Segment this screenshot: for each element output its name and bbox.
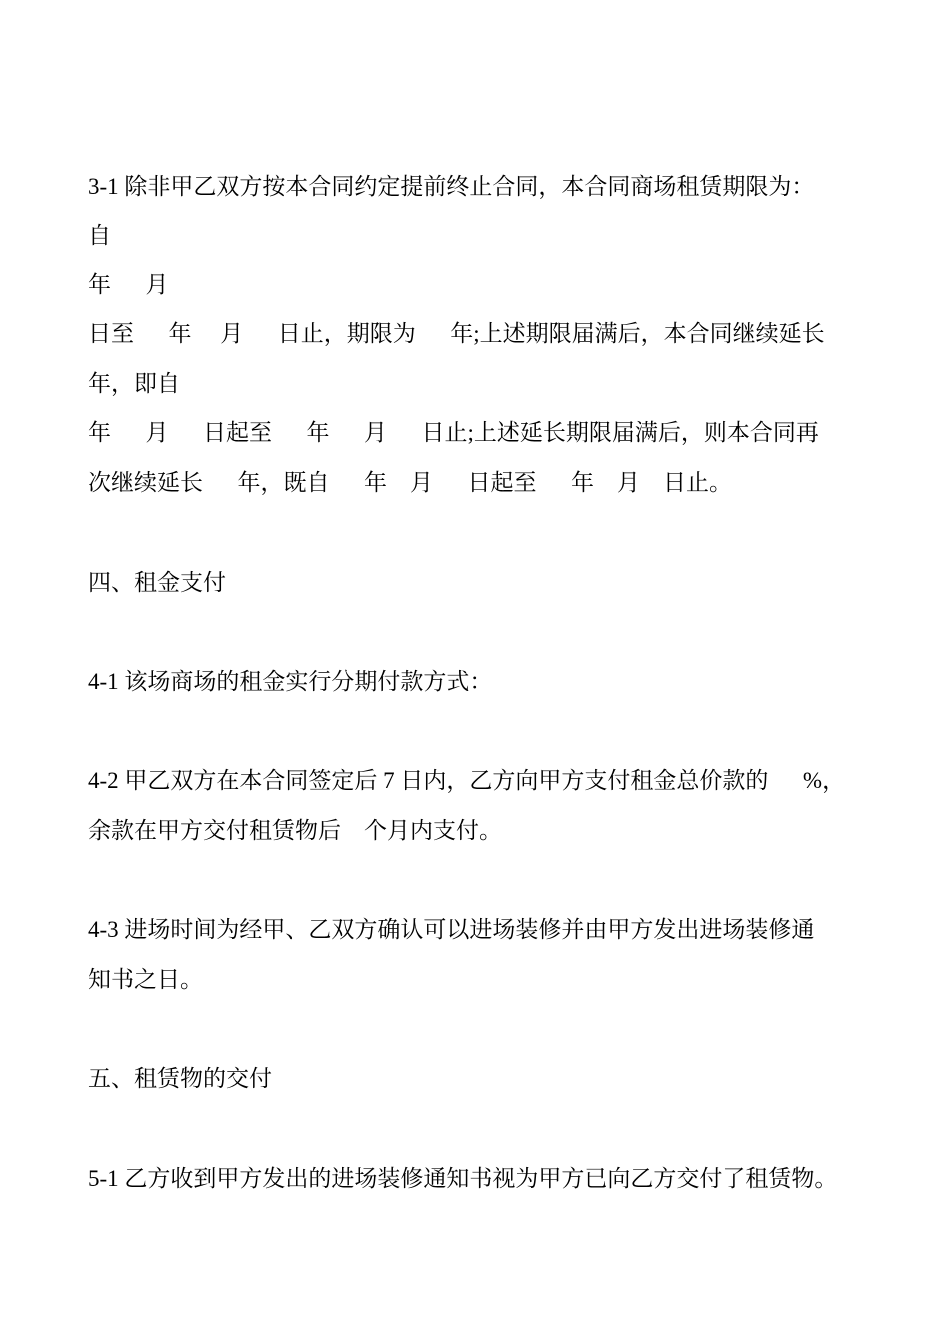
clause-4-3-line-2: 知书之日。 xyxy=(88,967,203,992)
clause-3-1-line-4: 日至 年 月 日止，期限为 年;上述期限届满后，本合同继续延长 xyxy=(88,321,825,346)
clause-3-1-line-3: 年 月 xyxy=(88,272,169,297)
section-heading-rent-payment: 四、租金支付 xyxy=(88,570,226,595)
clause-5-1: 5-1 乙方收到甲方发出的进场装修通知书视为甲方已向乙方交付了租赁物。 xyxy=(88,1166,838,1191)
clause-3-1-line-5: 年，即自 xyxy=(88,371,180,396)
clause-3-1-line-6: 年 月 日起至 年 月 日止;上述延长期限届满后，则本合同再 xyxy=(88,420,819,445)
clause-4-2-line-2: 余款在甲方交付租赁物后 个月内支付。 xyxy=(88,818,502,843)
section-heading-delivery: 五、租赁物的交付 xyxy=(88,1066,272,1091)
clause-3-1-line-7: 次继续延长 年，既自 年 月 日起至 年 月 日止。 xyxy=(88,470,732,495)
clause-4-2-line-1: 4-2 甲乙双方在本合同签定后 7 日内，乙方向甲方支付租金总价款的 %， xyxy=(88,768,846,793)
clause-4-1: 4-1 该场商场的租金实行分期付款方式： xyxy=(88,669,493,694)
clause-4-3-line-1: 4-3 进场时间为经甲、乙双方确认可以进场装修并由甲方发出进场装修通 xyxy=(88,917,815,942)
clause-3-1-line-1: 3-1 除非甲乙双方按本合同约定提前终止合同，本合同商场租赁期限为： xyxy=(88,174,815,199)
clause-3-1-line-2: 自 xyxy=(88,223,111,248)
